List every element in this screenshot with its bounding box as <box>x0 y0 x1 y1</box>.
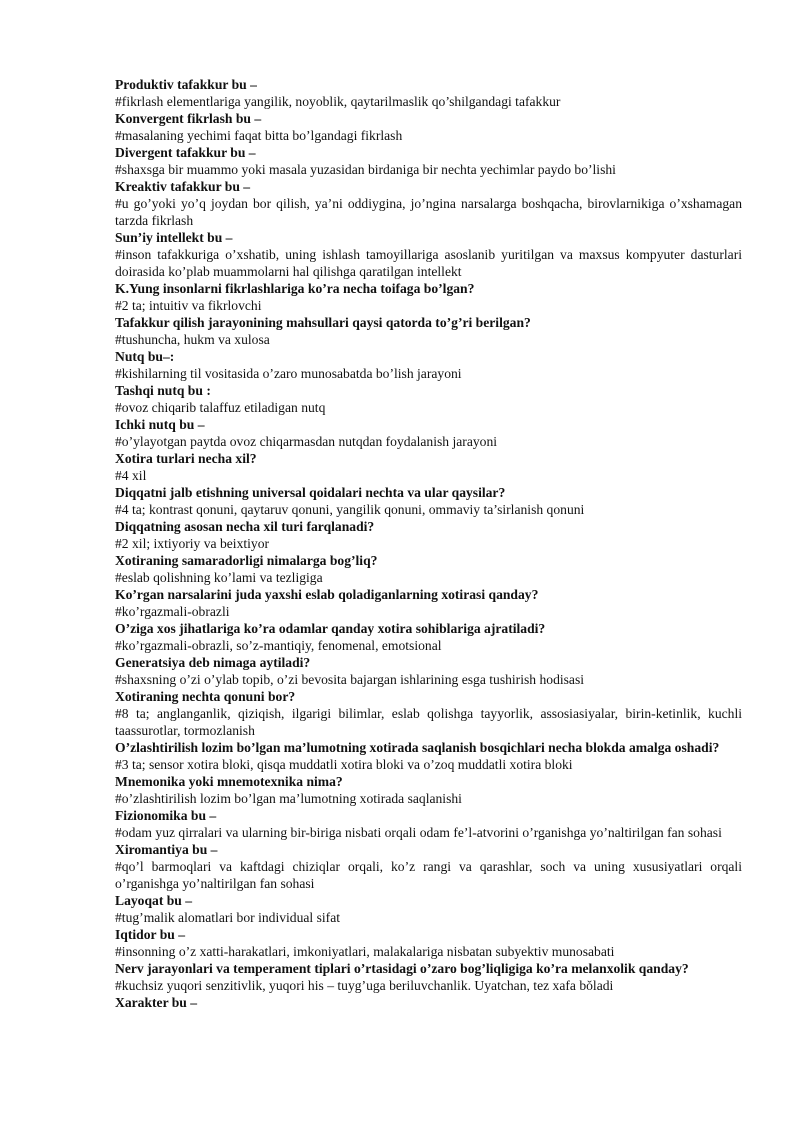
qa-item <box>115 620 742 654</box>
question-text: Ko’rgan narsalarini juda yaxshi eslab qoladiganlarning xotirasi qanday? <box>115 587 539 602</box>
question-text: K.Yung insonlarni fikrlashlariga ko’ra necha toifaga bo’lgan? <box>115 281 475 296</box>
qa-item <box>115 76 742 110</box>
answer-text: #masalaning yechimi faqat bitta bo’lgandagi fikrlash <box>115 128 403 143</box>
answer-text: #kishilarning til vositasida o’zaro munosabatda bo’lish jarayoni <box>115 366 462 381</box>
question-text: Nutq bu–: <box>115 349 175 364</box>
answer-text: #kuchsiz yuqori senzitivlik, yuqori his – tuyg’uga beriluvchanlik. Uyatchan, tez xafa bŏladi <box>115 978 614 993</box>
document-page <box>115 76 742 1011</box>
qa-item <box>115 926 742 960</box>
answer-text: #2 ta; intuitiv va fikrlovchi <box>115 298 262 313</box>
answer-text: #qo’l barmoqlari va kaftdagi chiziqlar orqali, ko’z rangi va qarashlar, soch va uning xususiyatlari orqali o’rganishga yo’naltirilgan fan sohasi <box>115 859 742 891</box>
answer-text: #tug’malik alomatlari bor individual sifat <box>115 910 341 925</box>
answer-text: #inson tafakkuriga o’xshatib, uning ishlash tamoyillariga asoslanib yuritilgan va maxsus kompyuter dasturlari doirasida ko’plab muammolarni hal qilishga qaratilgan intellekt <box>115 247 742 279</box>
answer-text: #ovoz chiqarib talaffuz etiladigan nutq <box>115 400 326 415</box>
qa-item <box>115 450 742 484</box>
qa-item <box>115 960 742 994</box>
qa-item <box>115 280 742 314</box>
qa-item <box>115 654 742 688</box>
qa-item <box>115 994 742 1011</box>
question-text: Produktiv tafakkur bu – <box>115 77 257 92</box>
qa-item <box>115 348 742 382</box>
question-text: Ichki nutq bu – <box>115 417 205 432</box>
answer-text: #o’zlashtirilish lozim bo’lgan ma’lumotning xotirada saqlanishi <box>115 791 462 806</box>
qa-item <box>115 229 742 280</box>
answer-text: #insonning o’z xatti-harakatlari, imkoniyatlari, malakalariga nisbatan subyektiv munosabati <box>115 944 615 959</box>
answer-text: #shaxsning o’zi o’ylab topib, o’zi bevosita bajargan ishlarining esga tushirish hodisasi <box>115 672 585 687</box>
qa-item <box>115 739 742 773</box>
answer-text: #3 ta; sensor xotira bloki, qisqa muddatli xotira bloki va o’zoq muddatli xotira bloki <box>115 757 573 772</box>
answer-text: #ko’rgazmali-obrazli, so’z-mantiqiy, fenomenal, emotsional <box>115 638 442 653</box>
qa-item <box>115 314 742 348</box>
question-text: Tashqi nutq bu : <box>115 383 211 398</box>
qa-item <box>115 144 742 178</box>
answer-text: #u go’yoki yo’q joydan bor qilish, ya’ni oddiygina, jo’ngina narsalarga boshqacha, birovlarnikiga o’xshamagan tarzda fikrlash <box>115 196 742 228</box>
question-text: Tafakkur qilish jarayonining mahsullari qaysi qatorda to’g’ri berilgan? <box>115 315 531 330</box>
question-text: Divergent tafakkur bu – <box>115 145 256 160</box>
question-text: Xiromantiya bu – <box>115 842 218 857</box>
answer-text: #shaxsga bir muammo yoki masala yuzasidan birdaniga bir nechta yechimlar paydo bo’lishi <box>115 162 616 177</box>
question-text: O’ziga xos jihatlariga ko’ra odamlar qanday xotira sohiblariga ajratiladi? <box>115 621 546 636</box>
question-text: Xotiraning nechta qonuni bor? <box>115 689 296 704</box>
answer-text: #4 xil <box>115 468 147 483</box>
question-text: Diqqatni jalb etishning universal qoidalari nechta va ular qaysilar? <box>115 485 506 500</box>
question-text: O’zlashtirilish lozim bo’lgan ma’lumotning xotirada saqlanish bosqichlari necha blokda amalga oshadi? <box>115 740 720 755</box>
question-text: Fizionomika bu – <box>115 808 217 823</box>
qa-item <box>115 484 742 518</box>
question-text: Kreaktiv tafakkur bu – <box>115 179 251 194</box>
qa-item <box>115 552 742 586</box>
question-text: Nerv jarayonlari va temperament tiplari o’rtasidagi o’zaro bog’liqligiga ko’ra melanxolik qanday? <box>115 961 689 976</box>
question-text: Xarakter bu – <box>115 995 198 1010</box>
qa-item <box>115 178 742 229</box>
question-text: Diqqatning asosan necha xil turi farqlanadi? <box>115 519 375 534</box>
qa-item <box>115 110 742 144</box>
answer-text: #odam yuz qirralari va ularning bir-biriga nisbati orqali odam fe’l-atvorini o’rganishga yo’naltirilgan fan sohasi <box>115 825 722 840</box>
question-text: Xotiraning samaradorligi nimalarga bog’liq? <box>115 553 378 568</box>
qa-item <box>115 416 742 450</box>
qa-item <box>115 892 742 926</box>
question-text: Iqtidor bu – <box>115 927 186 942</box>
question-text: Layoqat bu – <box>115 893 193 908</box>
answer-text: #8 ta; anglanganlik, qiziqish, ilgarigi bilimlar, eslab qolishga tayyorlik, assosiasiyalar, birin-ketinlik, kuchli taassurotlar, tormozlanish <box>115 706 742 738</box>
question-text: Mnemonika yoki mnemotexnika nima? <box>115 774 343 789</box>
answer-text: #tushuncha, hukm va xulosa <box>115 332 270 347</box>
answer-text: #2 xil; ixtiyoriy va beixtiyor <box>115 536 270 551</box>
qa-item <box>115 688 742 739</box>
qa-item <box>115 382 742 416</box>
question-text: Sun’iy intellekt bu – <box>115 230 233 245</box>
qa-item <box>115 586 742 620</box>
question-text: Konvergent fikrlash bu – <box>115 111 262 126</box>
answer-text: #4 ta; kontrast qonuni, qaytaruv qonuni, yangilik qonuni, ommaviy ta’sirlanish qonuni <box>115 502 585 517</box>
qa-item <box>115 518 742 552</box>
question-text: Generatsiya deb nimaga aytiladi? <box>115 655 311 670</box>
question-text: Xotira turlari necha xil? <box>115 451 257 466</box>
qa-item <box>115 841 742 892</box>
qa-item <box>115 773 742 807</box>
answer-text: #eslab qolishning ko’lami va tezligiga <box>115 570 323 585</box>
qa-item <box>115 807 742 841</box>
answer-text: #fikrlash elementlariga yangilik, noyoblik, qaytarilmaslik qo’shilgandagi tafakkur <box>115 94 561 109</box>
answer-text: #o’ylayotgan paytda ovoz chiqarmasdan nutqdan foydalanish jarayoni <box>115 434 498 449</box>
answer-text: #ko’rgazmali-obrazli <box>115 604 230 619</box>
